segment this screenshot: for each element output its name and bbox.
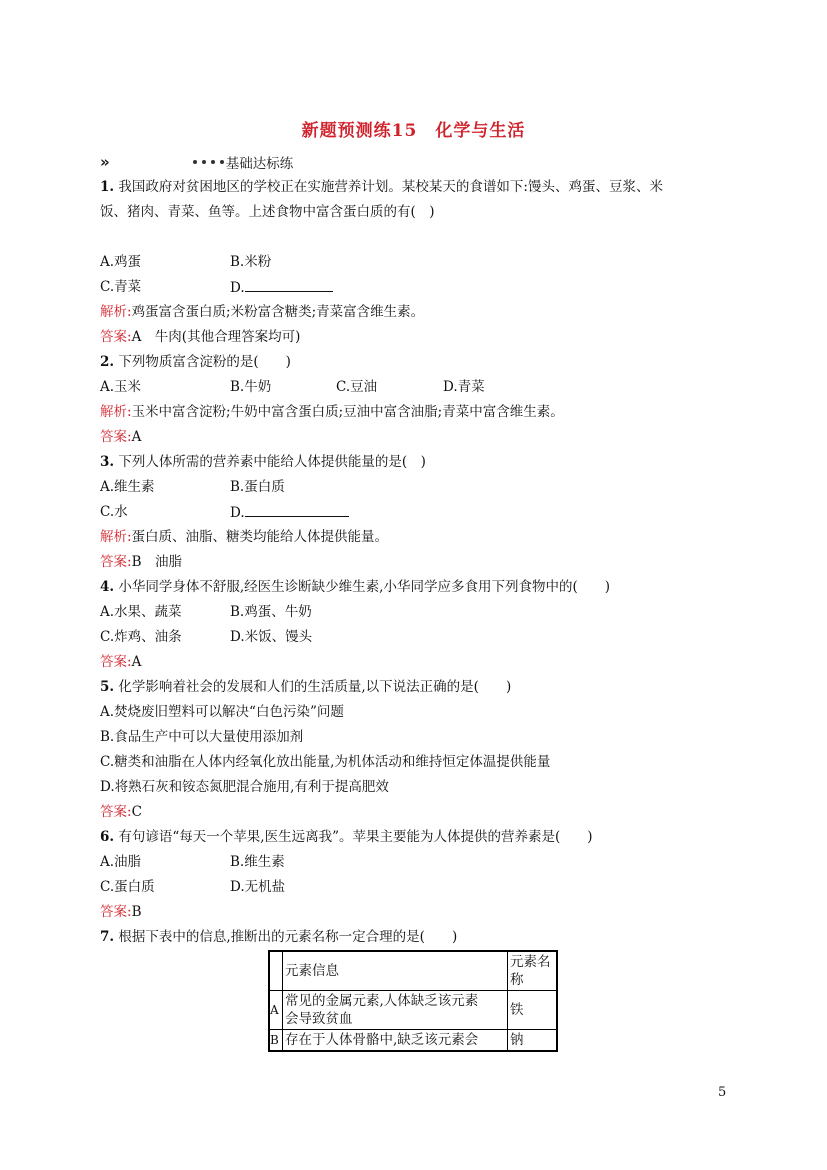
- answer-text: B: [131, 904, 142, 920]
- question-text: 小华同学身体不舒服,经医生诊断缺少维生素,小华同学应多食用下列食物中的( ): [118, 579, 611, 595]
- header-name-line-2: 称: [510, 972, 524, 988]
- option-c: C.水: [100, 504, 128, 520]
- page-number: 5: [718, 1085, 727, 1100]
- answer-blank: [245, 277, 333, 292]
- option-d: D.将熟石灰和铵态氮肥混合施用,有利于提高肥效: [100, 779, 389, 795]
- option-d-label: D.: [230, 505, 245, 521]
- question-text: 根据下表中的信息,推断出的元素名称一定合理的是( ): [118, 929, 458, 945]
- answer-text: A: [131, 429, 142, 445]
- element-info-table: [268, 950, 558, 1052]
- option-c: C.豆油: [336, 379, 378, 395]
- question-4: [100, 577, 610, 597]
- option-d: D.米饭、馒头: [230, 629, 313, 645]
- option-d: D.无机盐: [230, 879, 286, 895]
- row-info-line-1: 常见的金属元素,人体缺乏该元素: [285, 993, 479, 1009]
- row-info: [283, 991, 508, 1030]
- table-cell: [269, 951, 283, 991]
- answer-label: 答案:: [100, 904, 132, 920]
- analysis-label: 解析:: [100, 304, 132, 320]
- table-header-row: [269, 951, 557, 991]
- option-b: B.牛奶: [230, 379, 272, 395]
- answer-text: A 牛肉(其他合理答案均可): [131, 329, 301, 345]
- answer-blank: [245, 502, 349, 517]
- option-d: [230, 277, 333, 298]
- header-name-line-1: 元素名: [510, 954, 551, 970]
- question-number: 6.: [100, 829, 115, 845]
- option-c: C.青菜: [100, 279, 142, 295]
- option-c: C.炸鸡、油条: [100, 629, 182, 645]
- option-b: B.蛋白质: [230, 479, 285, 495]
- answer: [100, 802, 142, 822]
- analysis-text: 鸡蛋富含蛋白质;米粉富含糖类;青菜富含维生素。: [131, 304, 425, 320]
- analysis-text: 蛋白质、油脂、糖类均能给人体提供能量。: [131, 529, 389, 545]
- option-d: [230, 502, 349, 523]
- answer-label: 答案:: [100, 329, 132, 345]
- answer: [100, 652, 141, 672]
- question-5: [100, 677, 511, 697]
- row-label: A: [269, 991, 283, 1030]
- option-c: C.蛋白质: [100, 879, 155, 895]
- analysis: [100, 527, 388, 547]
- answer: [100, 552, 182, 572]
- dots-icon: [193, 160, 224, 164]
- answer-label: 答案:: [100, 554, 132, 570]
- answer-text: B 油脂: [131, 554, 182, 570]
- answer-text: A: [131, 654, 142, 670]
- answer-label: 答案:: [100, 804, 132, 820]
- analysis-label: 解析:: [100, 404, 132, 420]
- question-1-continued: 饭、猪肉、青菜、鱼等。上述食物中富含蛋白质的有( ): [100, 204, 435, 220]
- question-number: 3.: [100, 454, 115, 470]
- answer-label: 答案:: [100, 654, 132, 670]
- question-text: 我国政府对贫困地区的学校正在实施营养计划。某校某天的食谱如下:馒头、鸡蛋、豆浆、米: [118, 179, 663, 195]
- question-text: 下列人体所需的营养素中能给人体提供能量的是( ): [118, 454, 426, 470]
- option-b: B.食品生产中可以大量使用添加剂: [100, 729, 304, 745]
- option-b: B.鸡蛋、牛奶: [230, 604, 312, 620]
- section-label: 基础达标练: [225, 156, 294, 172]
- answer-label: 答案:: [100, 429, 132, 445]
- answer: [100, 902, 141, 922]
- option-b: B.维生素: [230, 854, 285, 870]
- answer: [100, 327, 300, 347]
- question-2: [100, 352, 291, 372]
- option-d-label: D.: [230, 280, 245, 296]
- question-text: 化学影响着社会的发展和人们的生活质量,以下说法正确的是( ): [118, 679, 512, 695]
- option-a: A.焚烧废旧塑料可以解决“白色污染”问题: [100, 704, 344, 720]
- table-header-name: [508, 951, 558, 991]
- option-d: D.青菜: [443, 379, 485, 395]
- question-text: 下列物质富含淀粉的是( ): [118, 354, 291, 370]
- table-row: [269, 1030, 557, 1052]
- question-1: [100, 177, 663, 197]
- analysis-text: 玉米中富含淀粉;牛奶中富含蛋白质;豆油中富含油脂;青菜中富含维生素。: [131, 404, 564, 420]
- option-c: C.糖类和油脂在人体内经氧化放出能量,为机体活动和维持恒定体温提供能量: [100, 754, 551, 770]
- row-label: B: [269, 1030, 283, 1052]
- question-number: 5.: [100, 679, 115, 695]
- table-row: [269, 991, 557, 1030]
- question-number: 4.: [100, 579, 115, 595]
- answer: [100, 427, 141, 447]
- row-name: 钠: [508, 1030, 558, 1052]
- option-a: A.油脂: [100, 854, 142, 870]
- option-a: A.玉米: [100, 379, 142, 395]
- question-7: [100, 927, 457, 947]
- option-a: A.鸡蛋: [100, 254, 142, 270]
- table-header-info: 元素信息: [283, 951, 508, 991]
- row-name: 铁: [508, 991, 558, 1030]
- question-text: 有句谚语“每天一个苹果,医生远离我”。苹果主要能为人体提供的营养素是( ): [118, 829, 593, 845]
- double-chevron-icon: »: [100, 153, 107, 171]
- question-number: 1.: [100, 179, 115, 195]
- answer-text: C: [131, 804, 142, 820]
- question-6: [100, 827, 593, 847]
- analysis: [100, 302, 424, 322]
- option-a: A.维生素: [100, 479, 155, 495]
- row-info: 存在于人体骨骼中,缺乏该元素会: [283, 1030, 508, 1052]
- row-info-line-2: 会导致贫血: [285, 1011, 353, 1027]
- option-a: A.水果、蔬菜: [100, 604, 182, 620]
- analysis-label: 解析:: [100, 529, 132, 545]
- section-header: [100, 152, 293, 172]
- option-b: B.米粉: [230, 254, 272, 270]
- page-title: 新题预测练15 化学与生活: [301, 121, 526, 141]
- analysis: [100, 402, 564, 422]
- question-3: [100, 452, 426, 472]
- question-number: 2.: [100, 354, 115, 370]
- question-number: 7.: [100, 929, 115, 945]
